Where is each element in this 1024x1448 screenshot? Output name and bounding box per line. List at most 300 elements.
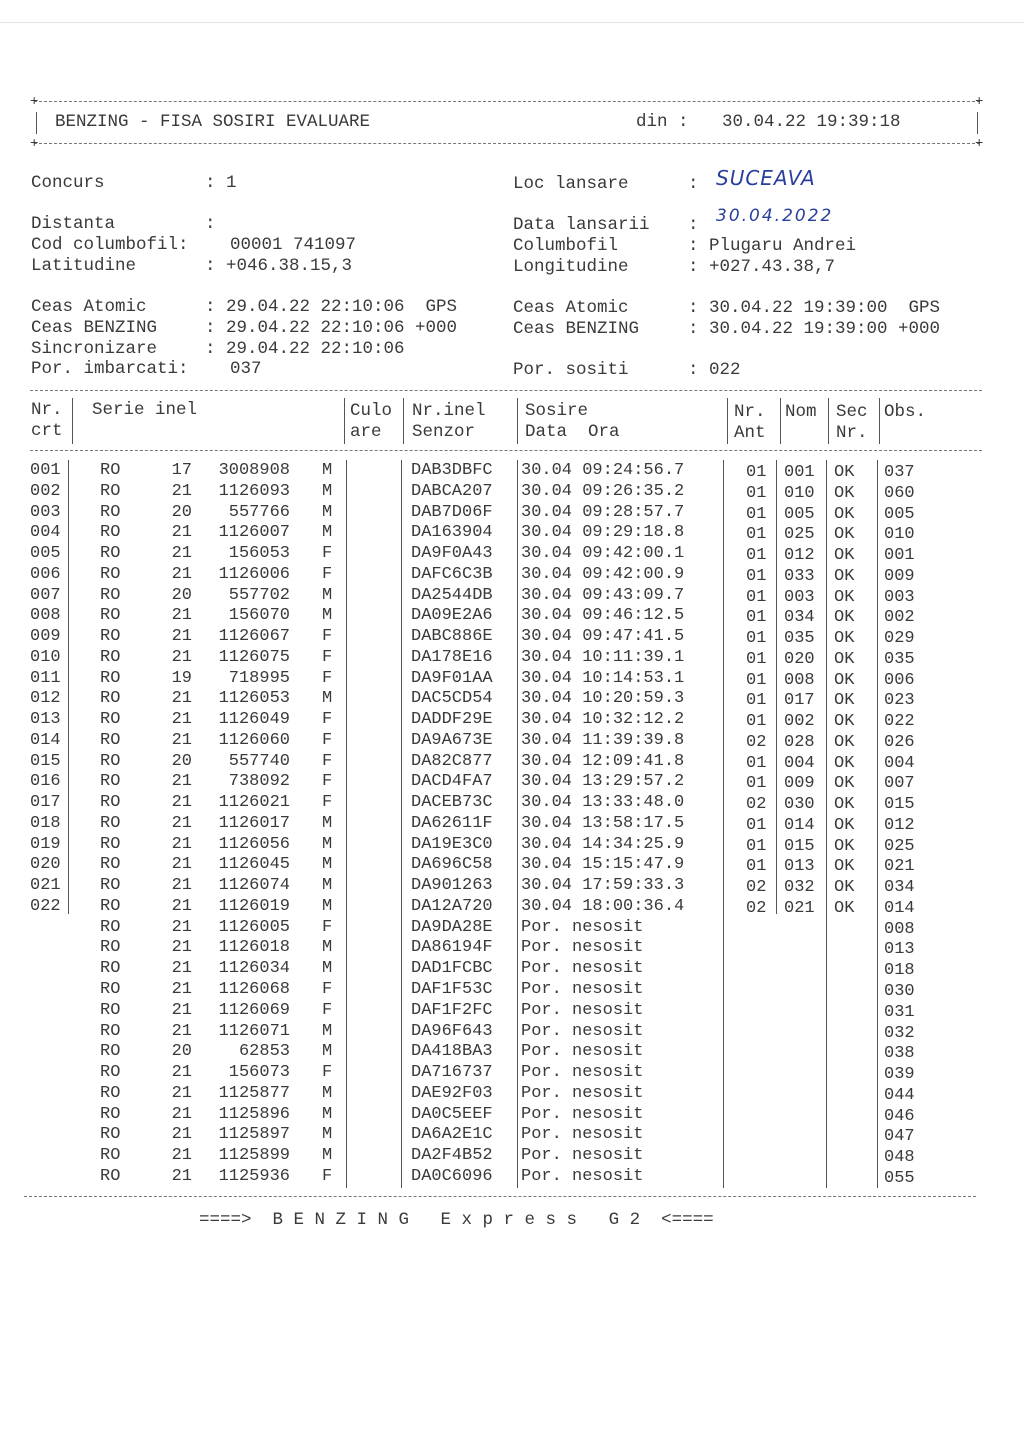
cell-yr: 21: [171, 772, 192, 792]
cell-sex: M: [322, 896, 333, 916]
cell-sex: M: [322, 959, 333, 979]
cell-num: 1126007: [218, 523, 290, 543]
ceas-atomic-end-value: : 30.04.22 19:39:00 GPS: [688, 298, 941, 318]
cell-obs: 012: [884, 815, 915, 835]
cell-sex: F: [322, 793, 333, 813]
cell-senzor: DA19E3C0: [411, 834, 493, 854]
cell-senzor: DA62611F: [411, 813, 493, 833]
cell-senzor: DA696C58: [411, 855, 493, 875]
cell-sex: F: [322, 917, 333, 937]
cell-nom: 009: [784, 774, 815, 794]
cell-sex: F: [322, 544, 333, 564]
cell-ant: 01: [746, 525, 767, 545]
cell-yr: 20: [171, 502, 192, 522]
cell-ctry: RO: [100, 689, 121, 709]
cell-senzor: DAE92F03: [411, 1083, 493, 1103]
cell-num: 1126060: [218, 730, 290, 750]
cell-ctry: RO: [100, 876, 121, 896]
cell-num: 1126018: [218, 938, 290, 958]
col-nr-crt-2: crt: [31, 421, 63, 441]
cell-ctry: RO: [100, 772, 121, 792]
cell-ant: 01: [746, 857, 767, 877]
cell-crt: 022: [30, 896, 61, 916]
cell-obs: 005: [884, 504, 915, 524]
latitudine-value: : +046.38.15,3: [205, 256, 353, 276]
cell-crt: 017: [30, 793, 61, 813]
cell-yr: 20: [171, 585, 192, 605]
cell-senzor: DABC886E: [411, 627, 493, 647]
cell-sosire: 30.04 10:32:12.2: [521, 710, 685, 730]
col-obs: Obs.: [884, 402, 927, 422]
cell-ant: 01: [746, 712, 767, 732]
sincronizare-label: Sincronizare: [31, 339, 158, 359]
cell-ctry: RO: [100, 751, 121, 771]
cell-crt: 006: [30, 564, 61, 584]
concurs-label: Concurs: [31, 173, 105, 193]
cell-num: 1125896: [218, 1104, 290, 1124]
cell-obs: 021: [884, 857, 915, 877]
cell-yr: 21: [171, 896, 192, 916]
cell-yr: 21: [171, 1146, 192, 1166]
cell-senzor: DA901263: [411, 876, 493, 896]
cell-yr: 21: [171, 834, 192, 854]
cell-sosire: Por. nesosit: [521, 1021, 644, 1041]
cell-ant: 01: [746, 629, 767, 649]
cell-ctry: RO: [100, 1166, 121, 1186]
report-timestamp: 30.04.22 19:39:18: [722, 112, 901, 132]
cell-sec: OK: [834, 878, 855, 898]
cell-num: 718995: [228, 668, 290, 688]
cell-obs: 038: [884, 1044, 915, 1064]
cell-ant: 01: [746, 670, 767, 690]
cell-yr: 21: [171, 627, 192, 647]
cell-ant: 01: [746, 566, 767, 586]
cell-ctry: RO: [100, 959, 121, 979]
cell-sosire: 30.04 13:29:57.2: [521, 772, 685, 792]
cell-num: 156053: [228, 544, 290, 564]
cell-sosire: Por. nesosit: [521, 1042, 644, 1062]
cell-sex: M: [322, 938, 333, 958]
cell-crt: 021: [30, 876, 61, 896]
cell-sosire: 30.04 13:33:48.0: [521, 793, 685, 813]
cell-yr: 21: [171, 959, 192, 979]
cell-ant: 01: [746, 815, 767, 835]
cell-senzor: DA86194F: [411, 938, 493, 958]
cell-crt: 018: [30, 813, 61, 833]
cell-num: 1126069: [218, 1000, 290, 1020]
cell-num: 1126005: [218, 917, 290, 937]
cell-nom: 005: [784, 504, 815, 524]
cell-nom: 033: [784, 566, 815, 586]
cell-sex: M: [322, 523, 333, 543]
cell-sosire: 30.04 13:58:17.5: [521, 813, 685, 833]
cell-num: 1125899: [218, 1146, 290, 1166]
cell-sec: OK: [834, 753, 855, 773]
porumbei-sositi-label: Por. sositi: [513, 360, 629, 380]
data-lansarii-handwritten: 30.04.2022: [716, 206, 834, 226]
cell-crt: 005: [30, 544, 61, 564]
cell-sec: OK: [834, 483, 855, 503]
cell-ant: 01: [746, 546, 767, 566]
cell-ant: 01: [746, 753, 767, 773]
cell-crt: 007: [30, 585, 61, 605]
cell-crt: 019: [30, 834, 61, 854]
cell-sec: OK: [834, 463, 855, 482]
cell-sec: OK: [834, 836, 855, 856]
cell-ant: 02: [746, 878, 767, 898]
cell-ant: 01: [746, 608, 767, 628]
porumbei-imbarcati-label: Por. imbarcati:: [31, 359, 189, 379]
footer-banner: ====> B E N Z I N G E x p r e s s G 2 <====: [199, 1210, 714, 1230]
cell-obs: 026: [884, 732, 915, 752]
cell-senzor: DA178E16: [411, 647, 493, 667]
cell-num: 1126068: [218, 980, 290, 999]
cell-nom: 004: [784, 753, 815, 773]
cell-senzor: DA9DA28E: [411, 917, 493, 937]
cell-ctry: RO: [100, 938, 121, 958]
cell-yr: 21: [171, 1125, 192, 1145]
cell-sex: M: [322, 1083, 333, 1103]
scan-edge-line: [0, 22, 1024, 23]
col-culoare-2: are: [350, 422, 382, 442]
cell-sex: M: [322, 461, 333, 480]
cell-obs: 004: [884, 753, 915, 773]
cell-ctry: RO: [100, 1104, 121, 1124]
cell-ctry: RO: [100, 813, 121, 833]
cell-senzor: DA2F4B52: [411, 1146, 493, 1166]
cell-sec: OK: [834, 857, 855, 877]
cell-nom: 030: [784, 795, 815, 815]
cell-sosire: 30.04 10:11:39.1: [521, 647, 685, 667]
cell-num: 156070: [228, 606, 290, 626]
cell-num: 1126017: [218, 813, 290, 833]
distanta-value: :: [205, 214, 216, 234]
sincronizare-value: : 29.04.22 22:10:06: [205, 339, 405, 359]
cell-ant: 01: [746, 836, 767, 856]
cell-crt: 010: [30, 647, 61, 667]
ceas-atomic-start-value: : 29.04.22 22:10:06 GPS: [205, 297, 458, 317]
cell-crt: 008: [30, 606, 61, 626]
cell-yr: 21: [171, 917, 192, 937]
cell-sec: OK: [834, 504, 855, 524]
cell-nom: 028: [784, 732, 815, 752]
cell-crt: 013: [30, 710, 61, 730]
col-serie-inel: Serie inel: [92, 400, 198, 420]
ceas-atomic-start-label: Ceas Atomic: [31, 297, 147, 317]
cell-sec: OK: [834, 712, 855, 732]
cell-sosire: Por. nesosit: [521, 1125, 644, 1145]
cod-columbofil-label: Cod columbofil:: [31, 235, 189, 255]
longitudine-value: : +027.43.38,7: [688, 257, 836, 277]
cell-crt: 016: [30, 772, 61, 792]
cell-ctry: RO: [100, 1000, 121, 1020]
cell-sec: OK: [834, 670, 855, 690]
cell-ctry: RO: [100, 523, 121, 543]
cell-ctry: RO: [100, 730, 121, 750]
cell-sosire: Por. nesosit: [521, 980, 644, 999]
cell-yr: 21: [171, 481, 192, 501]
cell-sosire: Por. nesosit: [521, 1000, 644, 1020]
cell-num: 1126019: [218, 896, 290, 916]
cell-ctry: RO: [100, 544, 121, 564]
col-nr-ant-1: Nr.: [734, 402, 766, 422]
report-title: BENZING - FISA SOSIRI EVALUARE: [55, 112, 371, 132]
cell-obs: 039: [884, 1065, 915, 1085]
cell-sex: M: [322, 813, 333, 833]
cell-crt: 014: [30, 730, 61, 750]
loc-lansare-handwritten: SUCEAVA: [716, 166, 816, 190]
cell-sex: F: [322, 647, 333, 667]
cell-sex: M: [322, 834, 333, 854]
cell-nom: 017: [784, 691, 815, 711]
cell-senzor: DAF1F2FC: [411, 1000, 493, 1020]
cell-obs: 031: [884, 1002, 915, 1022]
cod-columbofil-value: 00001 741097: [230, 235, 357, 255]
cell-crt: 004: [30, 523, 61, 543]
columbofil-value: : Plugaru Andrei: [688, 236, 857, 256]
cell-yr: 21: [171, 855, 192, 875]
ceas-benzing-end-label: Ceas BENZING: [513, 319, 640, 339]
cell-obs: 015: [884, 795, 915, 815]
cell-sec: OK: [834, 629, 855, 649]
cell-crt: 011: [30, 668, 61, 688]
cell-sec: OK: [834, 587, 855, 607]
col-nr-crt-1: Nr.: [31, 400, 63, 420]
cell-senzor: DA716737: [411, 1063, 493, 1083]
cell-obs: 001: [884, 546, 915, 566]
concurs-value: : 1: [205, 173, 237, 193]
cell-nom: 013: [784, 857, 815, 877]
cell-sex: M: [322, 1146, 333, 1166]
cell-num: 3008908: [218, 461, 290, 480]
cell-num: 62853: [238, 1042, 290, 1062]
col-culoare-1: Culo: [350, 401, 393, 421]
cell-sex: M: [322, 1104, 333, 1124]
cell-yr: 21: [171, 544, 192, 564]
data-lansarii-sep: :: [688, 215, 699, 235]
cell-senzor: DA163904: [411, 523, 493, 543]
cell-senzor: DAC5CD54: [411, 689, 493, 709]
cell-ctry: RO: [100, 668, 121, 688]
cell-crt: 020: [30, 855, 61, 875]
din-label: din :: [636, 112, 689, 132]
cell-yr: 21: [171, 730, 192, 750]
cell-ctry: RO: [100, 647, 121, 667]
cell-ant: 01: [746, 691, 767, 711]
cell-sosire: Por. nesosit: [521, 1104, 644, 1124]
cell-sosire: 30.04 09:42:00.9: [521, 564, 685, 584]
cell-num: 1126021: [218, 793, 290, 813]
cell-senzor: DAF1F53C: [411, 980, 493, 999]
cell-senzor: DA09E2A6: [411, 606, 493, 626]
cell-sosire: 30.04 15:15:47.9: [521, 855, 685, 875]
columbofil-label: Columbofil: [513, 236, 619, 256]
cell-sec: OK: [834, 815, 855, 835]
cell-yr: 21: [171, 938, 192, 958]
cell-obs: 006: [884, 670, 915, 690]
cell-sex: M: [322, 1021, 333, 1041]
cell-sosire: 30.04 09:43:09.7: [521, 585, 685, 605]
cell-num: 1126071: [218, 1021, 290, 1041]
cell-obs: 034: [884, 878, 915, 898]
cell-obs: 002: [884, 608, 915, 628]
cell-sosire: 30.04 14:34:25.9: [521, 834, 685, 854]
cell-sosire: 30.04 12:09:41.8: [521, 751, 685, 771]
cell-sosire: 30.04 09:24:56.7: [521, 461, 685, 480]
cell-sex: M: [322, 1042, 333, 1062]
cell-crt: 009: [30, 627, 61, 647]
cell-senzor: DA12A720: [411, 896, 493, 916]
cell-ant: 02: [746, 732, 767, 752]
cell-sec: OK: [834, 898, 855, 918]
cell-num: 557740: [228, 751, 290, 771]
cell-senzor: DAB3DBFC: [411, 461, 493, 480]
cell-yr: 20: [171, 751, 192, 771]
cell-ctry: RO: [100, 1021, 121, 1041]
porumbei-sositi-value: : 022: [688, 360, 741, 380]
cell-yr: 21: [171, 1021, 192, 1041]
cell-obs: 014: [884, 898, 915, 918]
cell-senzor: DA0C5EEF: [411, 1104, 493, 1124]
cell-sec: OK: [834, 774, 855, 794]
cell-crt: 003: [30, 502, 61, 522]
cell-nom: 002: [784, 712, 815, 732]
cell-obs: 025: [884, 836, 915, 856]
cell-crt: 015: [30, 751, 61, 771]
cell-num: 1126045: [218, 855, 290, 875]
ceas-atomic-end-label: Ceas Atomic: [513, 298, 629, 318]
col-sosire-2: Data Ora: [525, 422, 620, 442]
cell-ant: 01: [746, 774, 767, 794]
cell-sex: F: [322, 564, 333, 584]
cell-sex: F: [322, 772, 333, 792]
cell-crt: 002: [30, 481, 61, 501]
cell-ctry: RO: [100, 461, 121, 480]
cell-sex: M: [322, 606, 333, 626]
col-sec-nr-2: Nr.: [836, 423, 868, 443]
cell-num: 1126074: [218, 876, 290, 896]
cell-ant: 01: [746, 483, 767, 503]
cell-sosire: 30.04 18:00:36.4: [521, 896, 685, 916]
cell-senzor: DA418BA3: [411, 1042, 493, 1062]
cell-sex: F: [322, 710, 333, 730]
cell-sosire: 30.04 10:14:53.1: [521, 668, 685, 688]
cell-nom: 020: [784, 649, 815, 669]
cell-yr: 21: [171, 813, 192, 833]
cell-sec: OK: [834, 795, 855, 815]
cell-sosire: 30.04 11:39:39.8: [521, 730, 685, 750]
cell-obs: 035: [884, 649, 915, 669]
cell-yr: 21: [171, 689, 192, 709]
cell-yr: 21: [171, 564, 192, 584]
cell-sosire: 30.04 17:59:33.3: [521, 876, 685, 896]
cell-num: 1126056: [218, 834, 290, 854]
cell-senzor: DA9F01AA: [411, 668, 493, 688]
cell-num: 1125877: [218, 1083, 290, 1103]
cell-yr: 21: [171, 980, 192, 999]
cell-yr: 21: [171, 1166, 192, 1186]
cell-num: 557702: [228, 585, 290, 605]
cell-ctry: RO: [100, 1125, 121, 1145]
cell-sex: F: [322, 1063, 333, 1083]
col-sosire-1: Sosire: [525, 401, 589, 421]
cell-sex: F: [322, 668, 333, 688]
cell-nom: 032: [784, 878, 815, 898]
cell-ant: 01: [746, 587, 767, 607]
cell-sosire: Por. nesosit: [521, 1166, 644, 1186]
cell-yr: 20: [171, 1042, 192, 1062]
cell-sex: F: [322, 1166, 333, 1186]
cell-obs: 046: [884, 1106, 915, 1126]
cell-num: 1126067: [218, 627, 290, 647]
cell-yr: 17: [171, 461, 192, 480]
data-lansarii-label: Data lansarii: [513, 215, 650, 235]
col-senzor-2: Senzor: [412, 422, 476, 442]
cell-obs: 023: [884, 691, 915, 711]
cell-sex: M: [322, 689, 333, 709]
cell-nom: 012: [784, 546, 815, 566]
cell-sec: OK: [834, 546, 855, 566]
cell-sex: M: [322, 855, 333, 875]
cell-ant: 02: [746, 795, 767, 815]
cell-ctry: RO: [100, 502, 121, 522]
cell-ant: 01: [746, 649, 767, 669]
cell-sosire: Por. nesosit: [521, 1083, 644, 1103]
cell-sosire: 30.04 09:47:41.5: [521, 627, 685, 647]
cell-ctry: RO: [100, 564, 121, 584]
cell-nom: 035: [784, 629, 815, 649]
cell-obs: 010: [884, 525, 915, 545]
cell-ctry: RO: [100, 585, 121, 605]
cell-obs: 037: [884, 463, 915, 482]
cell-senzor: DAD1FCBC: [411, 959, 493, 979]
loc-lansare-sep: :: [688, 174, 699, 194]
cell-ctry: RO: [100, 1042, 121, 1062]
cell-sosire: Por. nesosit: [521, 1146, 644, 1166]
cell-yr: 21: [171, 1000, 192, 1020]
cell-obs: 030: [884, 982, 915, 1001]
cell-ctry: RO: [100, 710, 121, 730]
cell-sosire: 30.04 09:28:57.7: [521, 502, 685, 522]
cell-ctry: RO: [100, 1083, 121, 1103]
cell-yr: 21: [171, 876, 192, 896]
cell-yr: 21: [171, 647, 192, 667]
cell-num: 1125897: [218, 1125, 290, 1145]
cell-sosire: 30.04 09:29:18.8: [521, 523, 685, 543]
cell-senzor: DA6A2E1C: [411, 1125, 493, 1145]
cell-num: 1126034: [218, 959, 290, 979]
cell-ctry: RO: [100, 1063, 121, 1083]
cell-senzor: DAB7D06F: [411, 502, 493, 522]
cell-obs: 044: [884, 1085, 915, 1105]
cell-ctry: RO: [100, 855, 121, 875]
cell-obs: 022: [884, 712, 915, 732]
cell-sex: M: [322, 876, 333, 896]
cell-sosire: Por. nesosit: [521, 959, 644, 979]
cell-nom: 008: [784, 670, 815, 690]
cell-ant: 01: [746, 463, 767, 482]
cell-senzor: DACD4FA7: [411, 772, 493, 792]
cell-obs: 009: [884, 566, 915, 586]
cell-obs: 048: [884, 1148, 915, 1168]
cell-sosire: 30.04 09:42:00.1: [521, 544, 685, 564]
cell-sosire: Por. nesosit: [521, 917, 644, 937]
cell-yr: 19: [171, 668, 192, 688]
cell-ctry: RO: [100, 917, 121, 937]
cell-nom: 034: [784, 608, 815, 628]
cell-sec: OK: [834, 608, 855, 628]
cell-nom: 021: [784, 898, 815, 918]
